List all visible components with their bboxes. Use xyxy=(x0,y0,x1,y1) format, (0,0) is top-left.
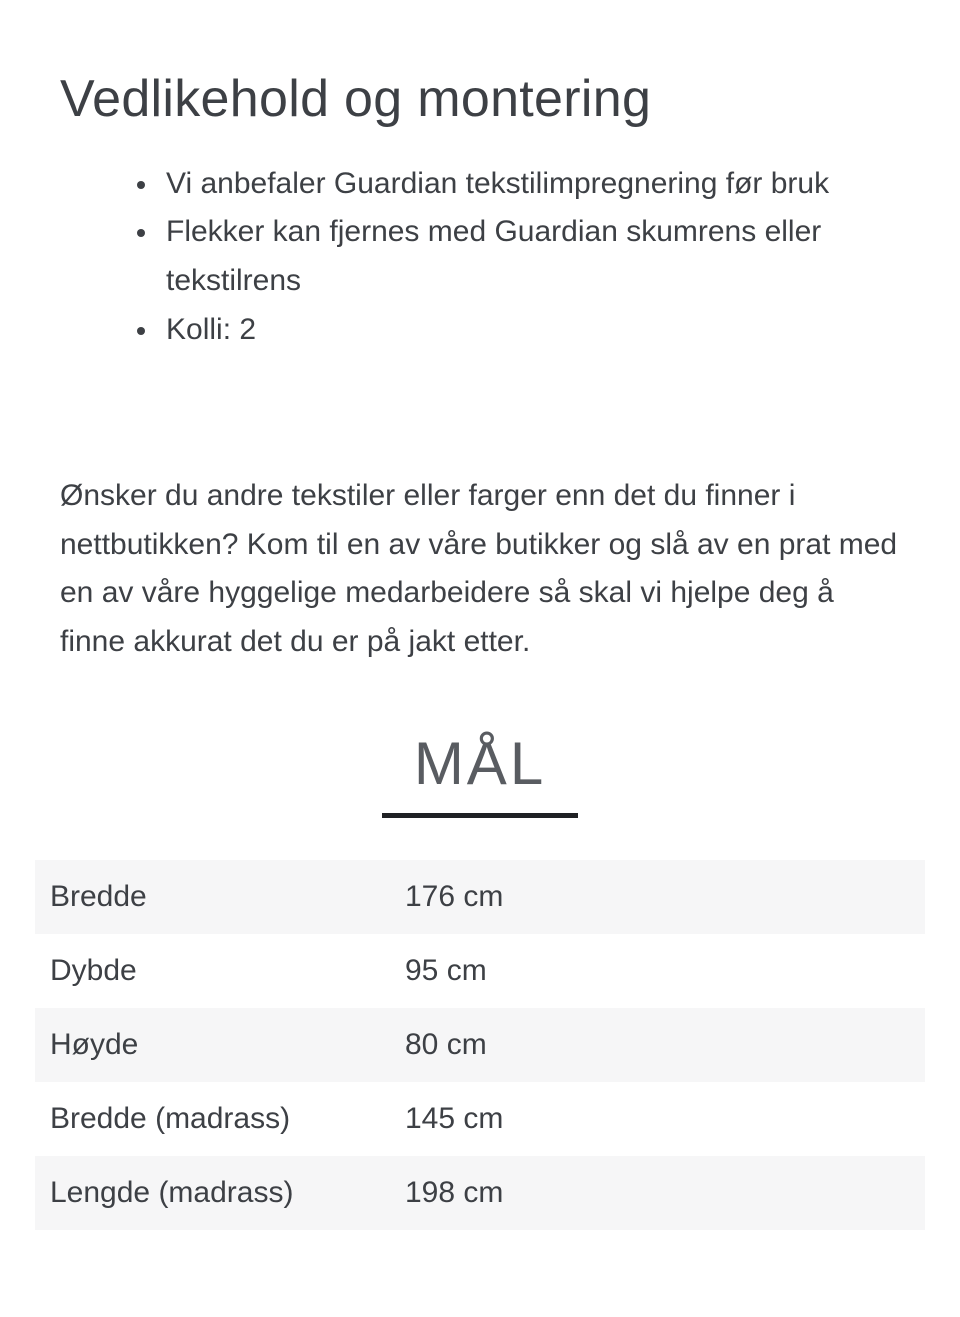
measurements-table xyxy=(35,860,925,1230)
list-item-package-count: • Kolli: 2 xyxy=(160,306,900,355)
measurements-title: MÅL xyxy=(413,729,547,797)
spec-value-mattress-width: 145 cm xyxy=(405,1101,504,1135)
store-info-paragraph: Ønsker du andre tekstiler eller farger enn det du finner i nettbutikken? Kom til en av våre butikker og slå av en prat med en av våre hyggelige medarbeidere så skal vi hjelpe deg å finne akkurat det du er på jakt etter. xyxy=(60,479,898,658)
table-row xyxy=(35,1082,925,1156)
spec-label-width: Bredde xyxy=(50,879,147,913)
spec-value-mattress-length: 198 cm xyxy=(405,1175,504,1209)
measurements-header xyxy=(60,731,900,818)
list-item-impregnation: • Vi anbefaler Guardian tekstilimpregnering før bruk xyxy=(160,160,900,209)
table-row xyxy=(35,1156,925,1230)
table-row xyxy=(35,860,925,934)
spec-label-depth: Dybde xyxy=(50,953,137,987)
spec-label-height: Høyde xyxy=(50,1027,139,1061)
spec-value-height: 80 cm xyxy=(405,1027,487,1061)
section-title-maintenance: Vedlikehold og montering xyxy=(60,70,652,128)
measurements-title-underline xyxy=(382,813,578,818)
table-row xyxy=(35,1008,925,1082)
spec-value-width: 176 cm xyxy=(405,879,504,913)
spec-value-depth: 95 cm xyxy=(405,953,487,987)
spec-label-mattress-length: Lengde (madrass) xyxy=(50,1175,294,1209)
spec-label-mattress-width: Bredde (madrass) xyxy=(50,1101,291,1135)
table-row xyxy=(35,934,925,1008)
care-instructions-list xyxy=(60,160,900,354)
list-item-stain-removal: • Flekker kan fjernes med Guardian skumrens eller tekstilrens xyxy=(160,208,900,305)
